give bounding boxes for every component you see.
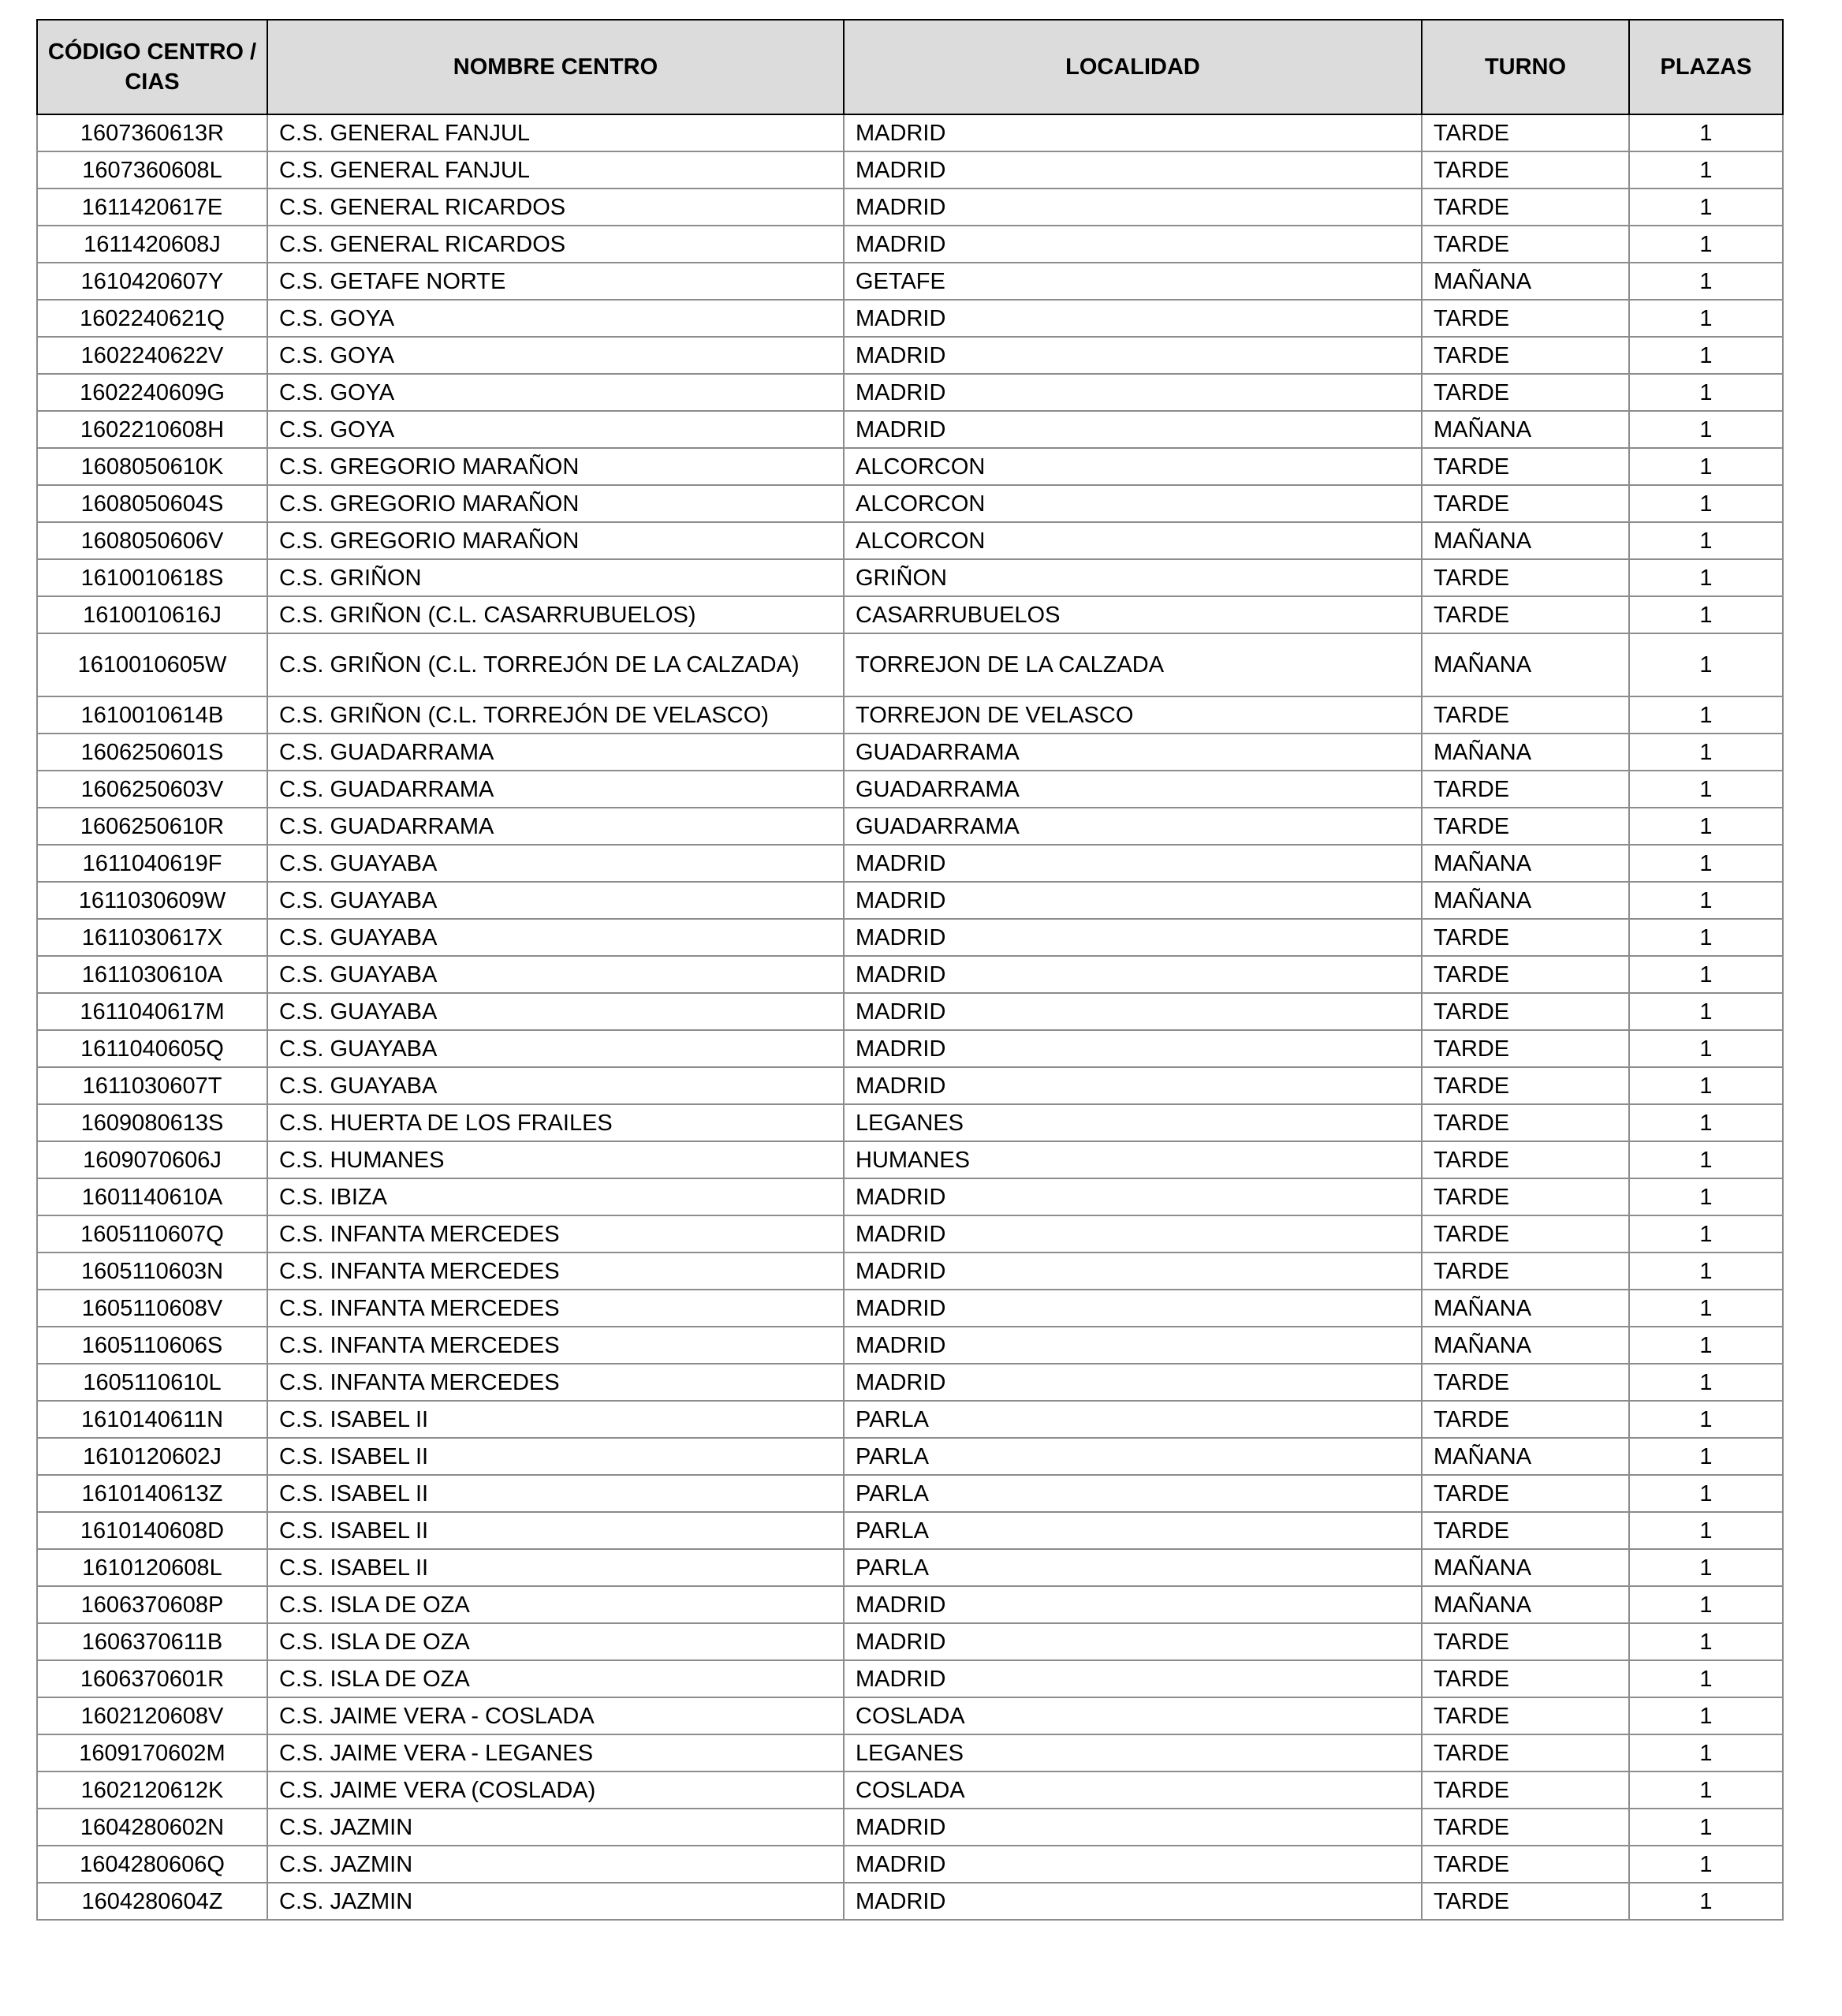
table-row	[37, 1586, 1783, 1623]
cell-locality: ALCORCON	[844, 522, 1422, 559]
cell-center-name: C.S. ISABEL II	[267, 1438, 844, 1475]
cell-code: 1604280602N	[37, 1809, 267, 1846]
cell-places: 1	[1629, 337, 1783, 374]
cell-center-name: C.S. GENERAL FANJUL	[267, 114, 844, 151]
cell-center-name: C.S. GENERAL FANJUL	[267, 151, 844, 189]
cell-places: 1	[1629, 114, 1783, 151]
cell-locality: MADRID	[844, 1586, 1422, 1623]
cell-code: 1608050606V	[37, 522, 267, 559]
cell-shift: TARDE	[1422, 1475, 1629, 1512]
table-header	[37, 20, 1783, 114]
cell-places: 1	[1629, 411, 1783, 448]
cell-shift: TARDE	[1422, 374, 1629, 411]
cell-places: 1	[1629, 1215, 1783, 1253]
cell-places: 1	[1629, 1067, 1783, 1104]
cell-center-name: C.S. INFANTA MERCEDES	[267, 1327, 844, 1364]
cell-places: 1	[1629, 1178, 1783, 1215]
cell-shift: MAÑANA	[1422, 522, 1629, 559]
cell-shift: TARDE	[1422, 1623, 1629, 1660]
cell-locality: MADRID	[844, 882, 1422, 919]
table-row	[37, 1512, 1783, 1549]
table-row	[37, 1438, 1783, 1475]
table-row	[37, 1734, 1783, 1771]
cell-locality: PARLA	[844, 1512, 1422, 1549]
table-body	[37, 114, 1783, 1920]
cell-places: 1	[1629, 696, 1783, 734]
cell-center-name: C.S. GUAYABA	[267, 882, 844, 919]
cell-code: 1605110608V	[37, 1290, 267, 1327]
cell-places: 1	[1629, 1512, 1783, 1549]
cell-code: 1606370611B	[37, 1623, 267, 1660]
cell-places: 1	[1629, 226, 1783, 263]
cell-code: 1605110610L	[37, 1364, 267, 1401]
cell-locality: MADRID	[844, 374, 1422, 411]
cell-center-name: C.S. INFANTA MERCEDES	[267, 1215, 844, 1253]
table-row	[37, 485, 1783, 522]
cell-places: 1	[1629, 1809, 1783, 1846]
table-row	[37, 1697, 1783, 1734]
table-row	[37, 1290, 1783, 1327]
cell-center-name: C.S. GENERAL RICARDOS	[267, 189, 844, 226]
cell-locality: MADRID	[844, 1290, 1422, 1327]
table-row	[37, 1401, 1783, 1438]
cell-center-name: C.S. JAIME VERA - LEGANES	[267, 1734, 844, 1771]
cell-center-name: C.S. GREGORIO MARAÑON	[267, 522, 844, 559]
cell-locality: LEGANES	[844, 1734, 1422, 1771]
cell-places: 1	[1629, 956, 1783, 993]
cell-center-name: C.S. GUAYABA	[267, 919, 844, 956]
cell-center-name: C.S. ISABEL II	[267, 1549, 844, 1586]
table-row	[37, 919, 1783, 956]
cell-shift: MAÑANA	[1422, 1438, 1629, 1475]
cell-places: 1	[1629, 559, 1783, 596]
cell-shift: TARDE	[1422, 956, 1629, 993]
cell-code: 1610420607Y	[37, 263, 267, 300]
cell-center-name: C.S. GUAYABA	[267, 993, 844, 1030]
cell-locality: MADRID	[844, 189, 1422, 226]
table-row	[37, 1475, 1783, 1512]
table-row	[37, 300, 1783, 337]
cell-shift: TARDE	[1422, 485, 1629, 522]
cell-center-name: C.S. GRIÑON (C.L. TORREJÓN DE VELASCO)	[267, 696, 844, 734]
cell-code: 1611030610A	[37, 956, 267, 993]
cell-locality: LEGANES	[844, 1104, 1422, 1141]
cell-center-name: C.S. JAIME VERA - COSLADA	[267, 1697, 844, 1734]
header-code: CÓDIGO CENTRO / CIAS	[37, 20, 267, 114]
cell-code: 1602240609G	[37, 374, 267, 411]
cell-code: 1610010616J	[37, 596, 267, 633]
table-row	[37, 993, 1783, 1030]
cell-places: 1	[1629, 1883, 1783, 1920]
table-row	[37, 596, 1783, 633]
table-row	[37, 1809, 1783, 1846]
cell-shift: TARDE	[1422, 1512, 1629, 1549]
cell-center-name: C.S. ISABEL II	[267, 1512, 844, 1549]
cell-places: 1	[1629, 448, 1783, 485]
cell-center-name: C.S. GRIÑON (C.L. TORREJÓN DE LA CALZADA)	[267, 633, 844, 696]
cell-center-name: C.S. JAZMIN	[267, 1846, 844, 1883]
table-row	[37, 633, 1783, 696]
cell-shift: TARDE	[1422, 919, 1629, 956]
cell-code: 1604280606Q	[37, 1846, 267, 1883]
cell-code: 1610140608D	[37, 1512, 267, 1549]
cell-shift: MAÑANA	[1422, 633, 1629, 696]
cell-shift: TARDE	[1422, 1809, 1629, 1846]
cell-places: 1	[1629, 151, 1783, 189]
cell-locality: COSLADA	[844, 1697, 1422, 1734]
cell-places: 1	[1629, 522, 1783, 559]
cell-center-name: C.S. GUADARRAMA	[267, 808, 844, 845]
cell-locality: PARLA	[844, 1475, 1422, 1512]
cell-shift: TARDE	[1422, 596, 1629, 633]
cell-code: 1602240621Q	[37, 300, 267, 337]
cell-shift: MAÑANA	[1422, 411, 1629, 448]
cell-center-name: C.S. INFANTA MERCEDES	[267, 1364, 844, 1401]
cell-shift: TARDE	[1422, 1030, 1629, 1067]
cell-shift: MAÑANA	[1422, 845, 1629, 882]
cell-code: 1602240622V	[37, 337, 267, 374]
cell-code: 1606250603V	[37, 771, 267, 808]
cell-locality: MADRID	[844, 1846, 1422, 1883]
cell-locality: CASARRUBUELOS	[844, 596, 1422, 633]
cell-locality: MADRID	[844, 1364, 1422, 1401]
cell-code: 1605110606S	[37, 1327, 267, 1364]
cell-shift: MAÑANA	[1422, 1586, 1629, 1623]
cell-shift: TARDE	[1422, 993, 1629, 1030]
table-row	[37, 1549, 1783, 1586]
cell-shift: TARDE	[1422, 1364, 1629, 1401]
cell-shift: TARDE	[1422, 1178, 1629, 1215]
cell-code: 1602120612K	[37, 1771, 267, 1809]
cell-places: 1	[1629, 485, 1783, 522]
cell-shift: TARDE	[1422, 771, 1629, 808]
cell-shift: TARDE	[1422, 448, 1629, 485]
table-row	[37, 374, 1783, 411]
cell-places: 1	[1629, 1104, 1783, 1141]
header-row	[37, 20, 1783, 114]
cell-shift: TARDE	[1422, 151, 1629, 189]
cell-locality: GUADARRAMA	[844, 734, 1422, 771]
header-places: PLAZAS	[1629, 20, 1783, 114]
cell-code: 1606370601R	[37, 1660, 267, 1697]
cell-locality: ALCORCON	[844, 485, 1422, 522]
cell-center-name: C.S. GREGORIO MARAÑON	[267, 448, 844, 485]
cell-code: 1611030607T	[37, 1067, 267, 1104]
cell-center-name: C.S. INFANTA MERCEDES	[267, 1253, 844, 1290]
table-row	[37, 1364, 1783, 1401]
cell-code: 1610140611N	[37, 1401, 267, 1438]
table-row	[37, 522, 1783, 559]
cell-code: 1611040619F	[37, 845, 267, 882]
table-row	[37, 1067, 1783, 1104]
cell-center-name: C.S. GUADARRAMA	[267, 771, 844, 808]
cell-center-name: C.S. GUAYABA	[267, 845, 844, 882]
cell-places: 1	[1629, 1771, 1783, 1809]
cell-shift: TARDE	[1422, 226, 1629, 263]
table-row	[37, 263, 1783, 300]
cell-code: 1610010614B	[37, 696, 267, 734]
cell-shift: TARDE	[1422, 1067, 1629, 1104]
table-row	[37, 1141, 1783, 1178]
cell-code: 1609070606J	[37, 1141, 267, 1178]
cell-locality: MADRID	[844, 1809, 1422, 1846]
table-row	[37, 337, 1783, 374]
cell-center-name: C.S. ISLA DE OZA	[267, 1623, 844, 1660]
cell-shift: TARDE	[1422, 1883, 1629, 1920]
cell-shift: TARDE	[1422, 1697, 1629, 1734]
cell-locality: MADRID	[844, 1067, 1422, 1104]
cell-locality: MADRID	[844, 114, 1422, 151]
cell-code: 1608050610K	[37, 448, 267, 485]
table-row	[37, 189, 1783, 226]
cell-center-name: C.S. GOYA	[267, 411, 844, 448]
cell-code: 1604280604Z	[37, 1883, 267, 1920]
cell-code: 1602120608V	[37, 1697, 267, 1734]
cell-shift: MAÑANA	[1422, 1327, 1629, 1364]
cell-shift: MAÑANA	[1422, 882, 1629, 919]
cell-code: 1611040617M	[37, 993, 267, 1030]
cell-code: 1605110607Q	[37, 1215, 267, 1253]
cell-locality: COSLADA	[844, 1771, 1422, 1809]
cell-shift: MAÑANA	[1422, 1290, 1629, 1327]
cell-places: 1	[1629, 1438, 1783, 1475]
table-row	[37, 771, 1783, 808]
cell-places: 1	[1629, 300, 1783, 337]
cell-code: 1611040605Q	[37, 1030, 267, 1067]
cell-locality: MADRID	[844, 1327, 1422, 1364]
cell-code: 1607360613R	[37, 114, 267, 151]
cell-center-name: C.S. JAZMIN	[267, 1809, 844, 1846]
cell-shift: TARDE	[1422, 1253, 1629, 1290]
cell-shift: TARDE	[1422, 337, 1629, 374]
cell-shift: TARDE	[1422, 1846, 1629, 1883]
cell-places: 1	[1629, 1364, 1783, 1401]
table-row	[37, 411, 1783, 448]
cell-locality: MADRID	[844, 1883, 1422, 1920]
cell-center-name: C.S. GETAFE NORTE	[267, 263, 844, 300]
cell-locality: MADRID	[844, 337, 1422, 374]
cell-center-name: C.S. GOYA	[267, 374, 844, 411]
cell-shift: TARDE	[1422, 1141, 1629, 1178]
cell-code: 1611420608J	[37, 226, 267, 263]
table-row	[37, 1327, 1783, 1364]
cell-code: 1607360608L	[37, 151, 267, 189]
cell-places: 1	[1629, 633, 1783, 696]
cell-places: 1	[1629, 882, 1783, 919]
cell-center-name: C.S. ISABEL II	[267, 1401, 844, 1438]
cell-places: 1	[1629, 263, 1783, 300]
cell-locality: MADRID	[844, 1253, 1422, 1290]
cell-center-name: C.S. ISLA DE OZA	[267, 1586, 844, 1623]
cell-locality: MADRID	[844, 226, 1422, 263]
table-row	[37, 1178, 1783, 1215]
cell-places: 1	[1629, 1734, 1783, 1771]
cell-center-name: C.S. GUAYABA	[267, 956, 844, 993]
cell-center-name: C.S. JAIME VERA (COSLADA)	[267, 1771, 844, 1809]
table-row	[37, 734, 1783, 771]
cell-locality: MADRID	[844, 1178, 1422, 1215]
cell-locality: MADRID	[844, 1215, 1422, 1253]
cell-locality: HUMANES	[844, 1141, 1422, 1178]
cell-code: 1610010605W	[37, 633, 267, 696]
cell-shift: TARDE	[1422, 1660, 1629, 1697]
cell-places: 1	[1629, 919, 1783, 956]
cell-code: 1606370608P	[37, 1586, 267, 1623]
cell-center-name: C.S. GUADARRAMA	[267, 734, 844, 771]
cell-locality: MADRID	[844, 1660, 1422, 1697]
table-row	[37, 559, 1783, 596]
cell-places: 1	[1629, 808, 1783, 845]
table-row	[37, 1883, 1783, 1920]
cell-locality: MADRID	[844, 845, 1422, 882]
cell-shift: TARDE	[1422, 696, 1629, 734]
table-row	[37, 1846, 1783, 1883]
table-row	[37, 114, 1783, 151]
table-row	[37, 1104, 1783, 1141]
cell-shift: TARDE	[1422, 1771, 1629, 1809]
header-shift: TURNO	[1422, 20, 1629, 114]
cell-code: 1611420617E	[37, 189, 267, 226]
cell-center-name: C.S. ISABEL II	[267, 1475, 844, 1512]
table-row	[37, 151, 1783, 189]
cell-code: 1611030609W	[37, 882, 267, 919]
cell-places: 1	[1629, 596, 1783, 633]
cell-code: 1610120608L	[37, 1549, 267, 1586]
table-row	[37, 226, 1783, 263]
cell-places: 1	[1629, 1253, 1783, 1290]
table-row	[37, 808, 1783, 845]
table-row	[37, 956, 1783, 993]
cell-places: 1	[1629, 1141, 1783, 1178]
cell-code: 1609080613S	[37, 1104, 267, 1141]
cell-places: 1	[1629, 734, 1783, 771]
cell-center-name: C.S. JAZMIN	[267, 1883, 844, 1920]
cell-locality: MADRID	[844, 1030, 1422, 1067]
cell-locality: GUADARRAMA	[844, 808, 1422, 845]
cell-center-name: C.S. GOYA	[267, 337, 844, 374]
cell-shift: TARDE	[1422, 1215, 1629, 1253]
cell-center-name: C.S. GOYA	[267, 300, 844, 337]
cell-shift: MAÑANA	[1422, 734, 1629, 771]
cell-code: 1602210608H	[37, 411, 267, 448]
cell-code: 1610140613Z	[37, 1475, 267, 1512]
cell-places: 1	[1629, 993, 1783, 1030]
table-row	[37, 1623, 1783, 1660]
cell-shift: TARDE	[1422, 1734, 1629, 1771]
header-locality: LOCALIDAD	[844, 20, 1422, 114]
table-row	[37, 1030, 1783, 1067]
cell-shift: TARDE	[1422, 1104, 1629, 1141]
cell-places: 1	[1629, 1030, 1783, 1067]
cell-locality: GUADARRAMA	[844, 771, 1422, 808]
table-row	[37, 696, 1783, 734]
cell-places: 1	[1629, 1290, 1783, 1327]
cell-shift: TARDE	[1422, 189, 1629, 226]
cell-shift: TARDE	[1422, 1401, 1629, 1438]
cell-places: 1	[1629, 374, 1783, 411]
cell-places: 1	[1629, 845, 1783, 882]
cell-places: 1	[1629, 1401, 1783, 1438]
table-row	[37, 882, 1783, 919]
cell-locality: MADRID	[844, 151, 1422, 189]
cell-code: 1605110603N	[37, 1253, 267, 1290]
cell-locality: GRIÑON	[844, 559, 1422, 596]
header-name: NOMBRE CENTRO	[267, 20, 844, 114]
cell-shift: MAÑANA	[1422, 263, 1629, 300]
table-row	[37, 845, 1783, 882]
cell-center-name: C.S. GRIÑON (C.L. CASARRUBUELOS)	[267, 596, 844, 633]
cell-places: 1	[1629, 1327, 1783, 1364]
cell-locality: MADRID	[844, 300, 1422, 337]
table-row	[37, 1253, 1783, 1290]
cell-locality: MADRID	[844, 919, 1422, 956]
cell-code: 1610120602J	[37, 1438, 267, 1475]
cell-code: 1606250601S	[37, 734, 267, 771]
cell-locality: PARLA	[844, 1401, 1422, 1438]
cell-locality: MADRID	[844, 411, 1422, 448]
cell-locality: GETAFE	[844, 263, 1422, 300]
cell-places: 1	[1629, 189, 1783, 226]
cell-places: 1	[1629, 1660, 1783, 1697]
cell-locality: MADRID	[844, 956, 1422, 993]
cell-code: 1606250610R	[37, 808, 267, 845]
table-row	[37, 1771, 1783, 1809]
cell-locality: ALCORCON	[844, 448, 1422, 485]
cell-code: 1611030617X	[37, 919, 267, 956]
cell-locality: PARLA	[844, 1549, 1422, 1586]
cell-locality: TORREJON DE LA CALZADA	[844, 633, 1422, 696]
cell-center-name: C.S. GUAYABA	[267, 1067, 844, 1104]
cell-center-name: C.S. GRIÑON	[267, 559, 844, 596]
cell-locality: TORREJON DE VELASCO	[844, 696, 1422, 734]
cell-shift: MAÑANA	[1422, 1549, 1629, 1586]
table-row	[37, 1215, 1783, 1253]
cell-locality: MADRID	[844, 1623, 1422, 1660]
cell-places: 1	[1629, 1549, 1783, 1586]
cell-shift: TARDE	[1422, 300, 1629, 337]
cell-places: 1	[1629, 1586, 1783, 1623]
cell-locality: PARLA	[844, 1438, 1422, 1475]
cell-center-name: C.S. HUERTA DE LOS FRAILES	[267, 1104, 844, 1141]
cell-places: 1	[1629, 1697, 1783, 1734]
cell-places: 1	[1629, 1475, 1783, 1512]
cell-shift: TARDE	[1422, 114, 1629, 151]
cell-code: 1601140610A	[37, 1178, 267, 1215]
cell-shift: TARDE	[1422, 559, 1629, 596]
table-row	[37, 1660, 1783, 1697]
cell-center-name: C.S. HUMANES	[267, 1141, 844, 1178]
centers-table	[36, 19, 1784, 1921]
cell-center-name: C.S. GENERAL RICARDOS	[267, 226, 844, 263]
cell-center-name: C.S. INFANTA MERCEDES	[267, 1290, 844, 1327]
cell-places: 1	[1629, 771, 1783, 808]
cell-code: 1608050604S	[37, 485, 267, 522]
table-row	[37, 448, 1783, 485]
cell-shift: TARDE	[1422, 808, 1629, 845]
cell-places: 1	[1629, 1846, 1783, 1883]
cell-places: 1	[1629, 1623, 1783, 1660]
cell-center-name: C.S. GREGORIO MARAÑON	[267, 485, 844, 522]
cell-locality: MADRID	[844, 993, 1422, 1030]
cell-center-name: C.S. IBIZA	[267, 1178, 844, 1215]
cell-code: 1609170602M	[37, 1734, 267, 1771]
cell-center-name: C.S. GUAYABA	[267, 1030, 844, 1067]
cell-center-name: C.S. ISLA DE OZA	[267, 1660, 844, 1697]
cell-code: 1610010618S	[37, 559, 267, 596]
